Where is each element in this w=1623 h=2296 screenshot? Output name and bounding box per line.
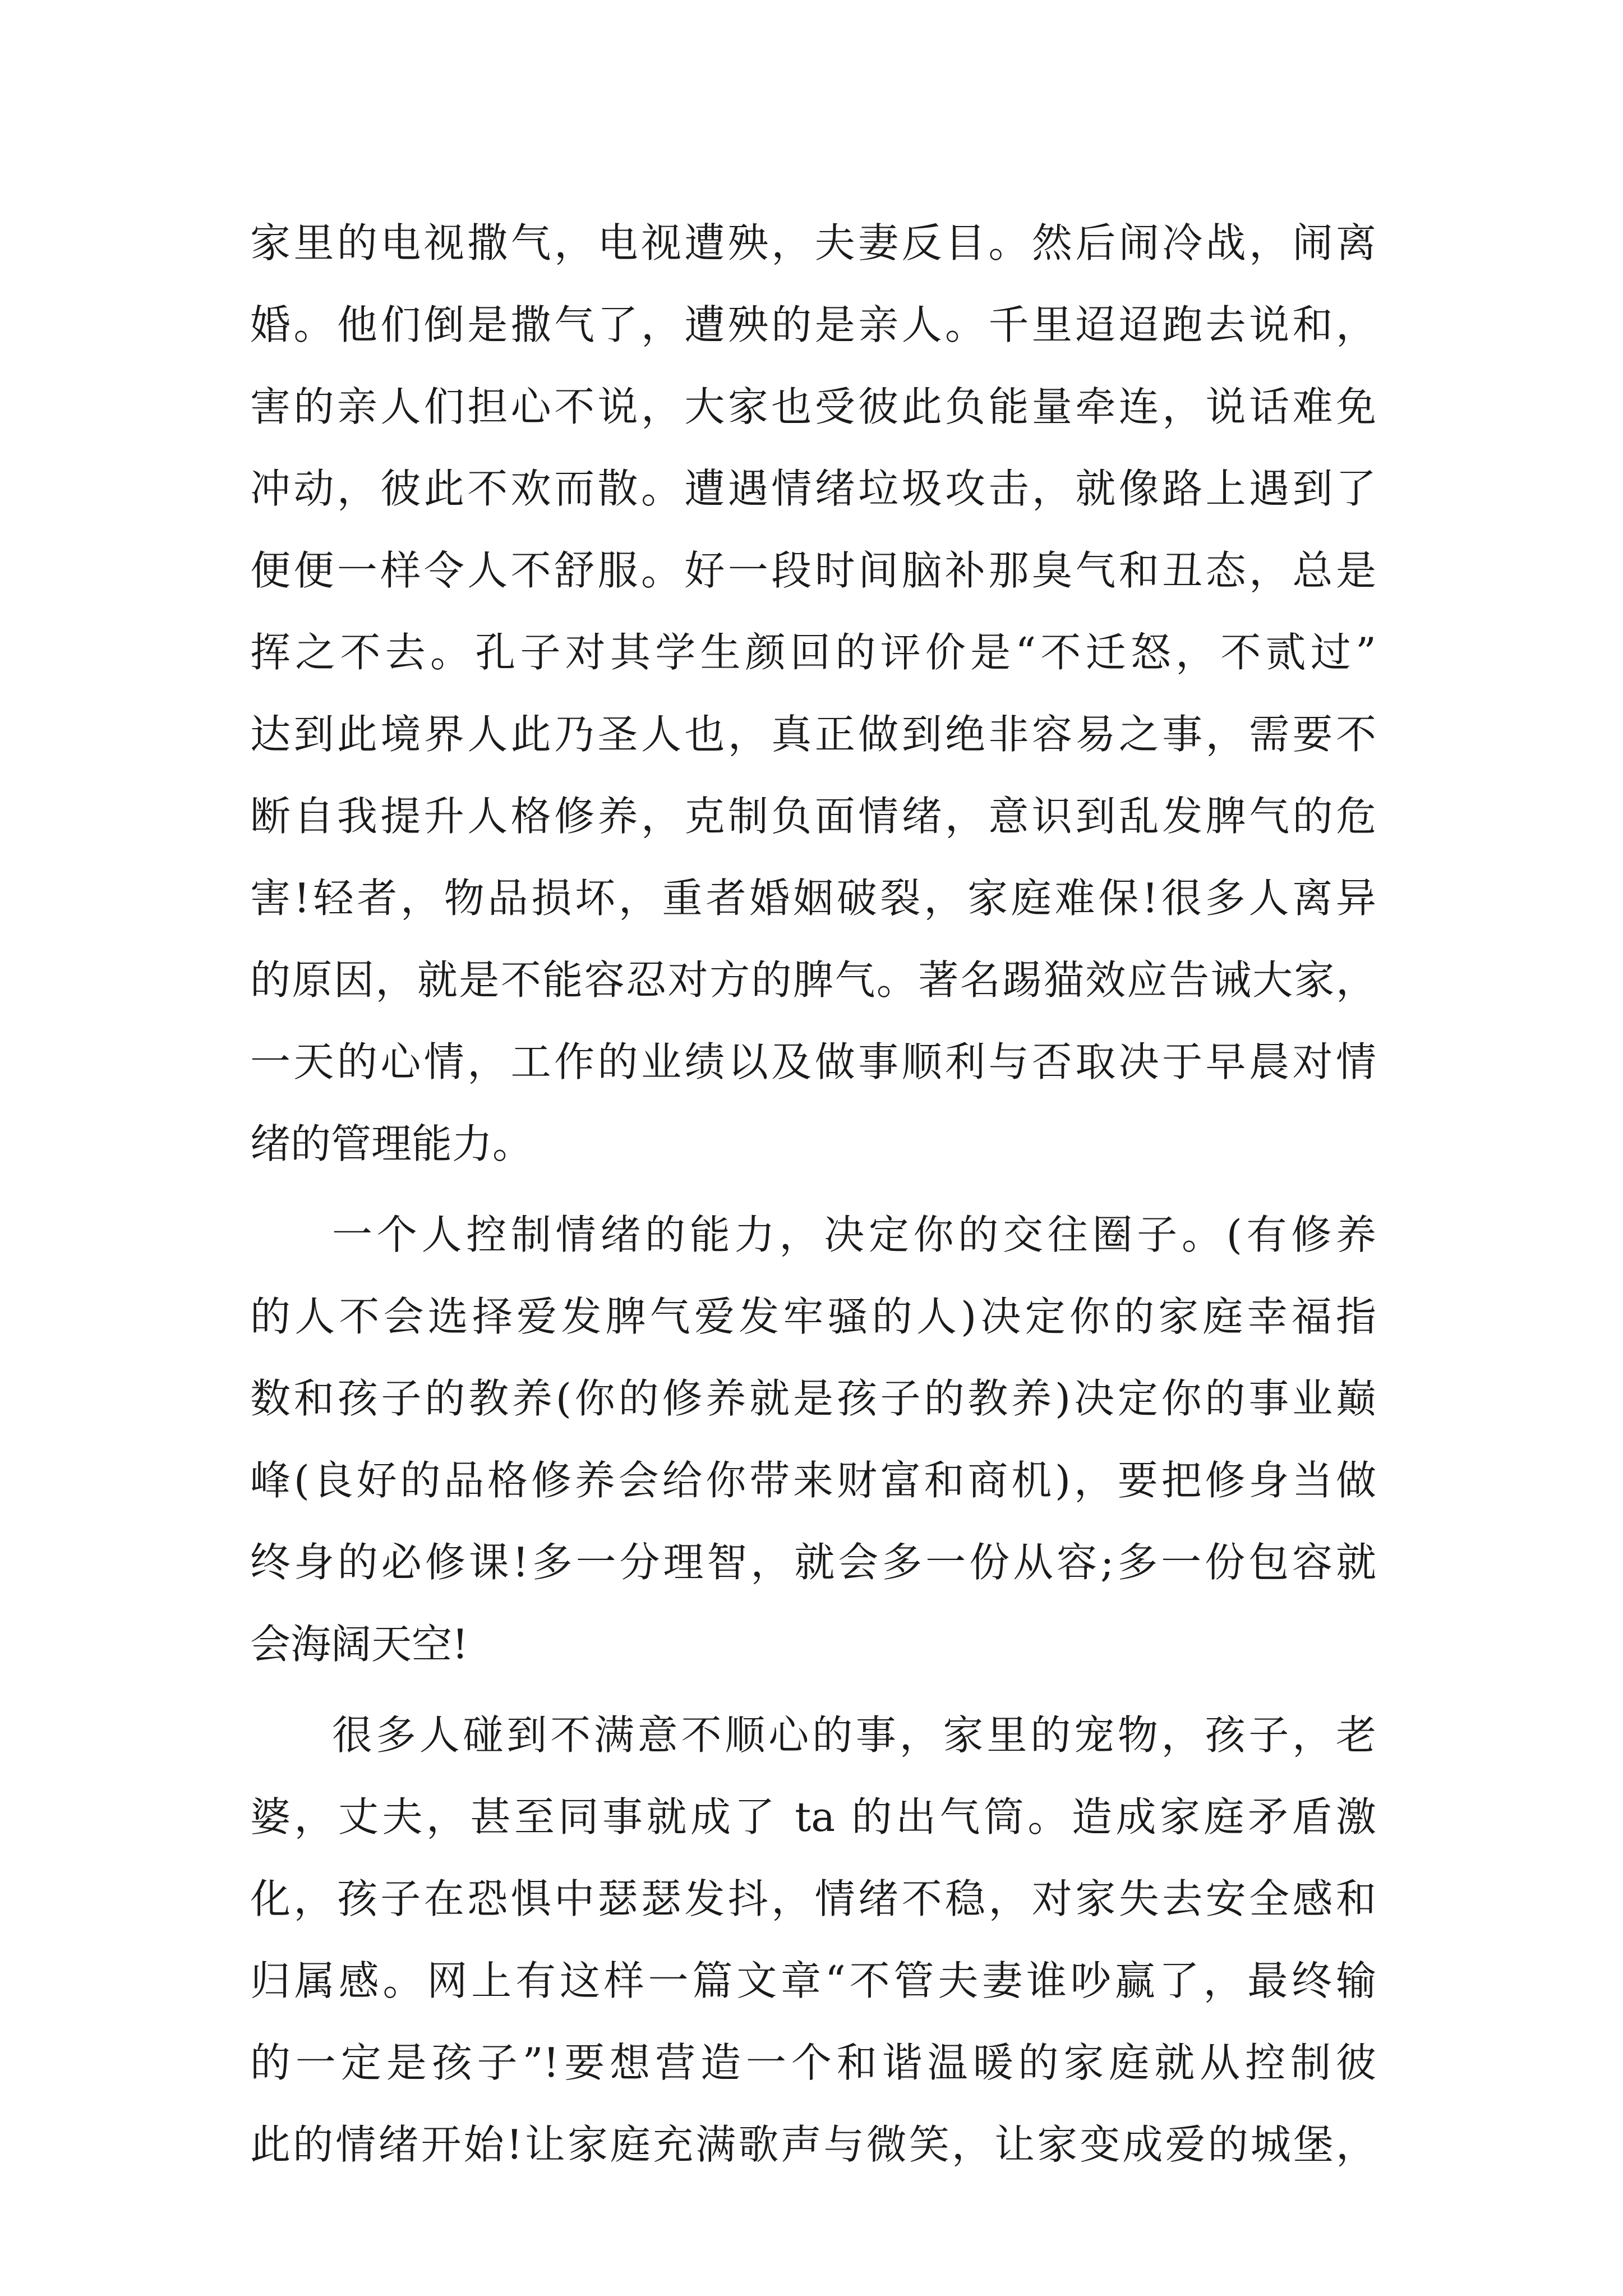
paragraph-2 [250,1194,1376,1685]
text-line: 挥之不去。孔子对其学生颜回的评价是“不迁怒，不贰过” [250,629,1376,676]
text-line: 终身的必修课!多一分理智，就会多一份从容;多一份包容就 [250,1539,1376,1586]
text-line: 化，孩子在恐惧中瑟瑟发抖，情绪不稳，对家失去安全感和 [250,1875,1376,1922]
text-line: 便便一样令人不舒服。好一段时间脑补那臭气和丑态，总是 [250,547,1376,594]
text-line: 的一定是孩子”!要想营造一个和谐温暖的家庭就从控制彼 [250,2039,1376,2086]
text-line: 婚。他们倒是撒气了，遭殃的是亲人。千里迢迢跑去说和， [250,301,1376,348]
text-line: 家里的电视撒气，电视遭殃，夫妻反目。然后闹冷战，闹离 [250,219,1376,266]
text-line: 害的亲人们担心不说，大家也受彼此负能量牵连，说话难免 [250,383,1376,430]
text-line: 婆，丈夫，甚至同事就成了 ta 的出气筒。造成家庭矛盾激 [250,1793,1376,1841]
text-line: 的原因，就是不能容忍对方的脾气。著名踢猫效应告诫大家， [250,956,1376,1004]
document-body [250,202,1376,2194]
text-line: 归属感。网上有这样一篇文章“不管夫妻谁吵赢了，最终输 [250,1957,1376,2004]
paragraph-1 [250,202,1376,1185]
text-line: 数和孩子的教养(你的修养就是孩子的教养)决定你的事业巅 [250,1375,1376,1422]
paragraph-3 [250,1694,1376,2185]
text-line: 的人不会选择爱发脾气爱发牢骚的人)决定你的家庭幸福指 [250,1293,1376,1340]
text-line: 很多人碰到不满意不顺心的事，家里的宠物，孩子，老 [332,1711,1376,1759]
text-line: 害!轻者，物品损坏，重者婚姻破裂，家庭难保!很多人离异 [250,875,1376,922]
text-line: 此的情绪开始!让家庭充满歌声与微笑，让家变成爱的城堡， [250,2121,1376,2168]
text-line: 达到此境界人此乃圣人也，真正做到绝非容易之事，需要不 [250,711,1376,758]
text-line: 冲动，彼此不欢而散。遭遇情绪垃圾攻击，就像路上遇到了 [250,465,1376,512]
text-line: 会海阔天空! [250,1621,468,1668]
text-line: 一个人控制情绪的能力，决定你的交往圈子。(有修养 [332,1211,1376,1258]
text-line: 一天的心情，工作的业绩以及做事顺利与否取决于早晨对情 [250,1038,1376,1085]
text-line: 峰(良好的品格修养会给你带来财富和商机)，要把修身当做 [250,1457,1376,1504]
text-line: 绪的管理能力。 [250,1120,533,1167]
text-line: 断自我提升人格修养，克制负面情绪，意识到乱发脾气的危 [250,793,1376,840]
